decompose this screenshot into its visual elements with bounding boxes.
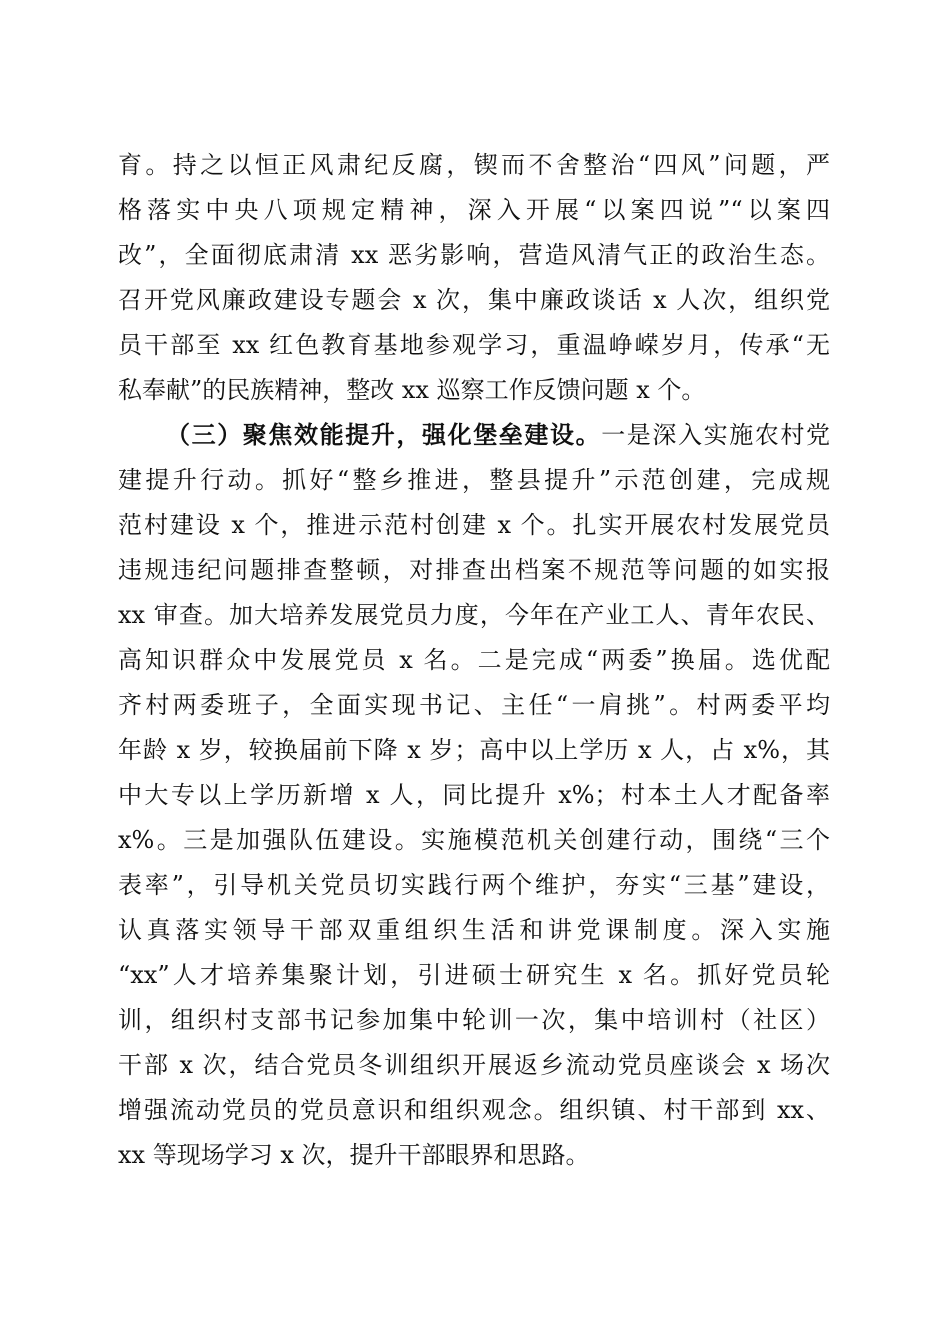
section-heading: （三）聚焦效能提升，强化堡垒建设。 bbox=[166, 420, 602, 449]
paragraph-line: xx 审查。加大培养发展党员力度，今年在产业工人、青年农民、 bbox=[118, 601, 830, 629]
paragraph-line: 范村建设 x 个，推进示范村创建 x 个。扎实开展农村发展党员 bbox=[118, 511, 830, 539]
paragraph-line: 中大专以上学历新增 x 人，同比提升 x%；村本土人才配备率 bbox=[118, 781, 830, 809]
paragraph-line: 年龄 x 岁，较换届前下降 x 岁；高中以上学历 x 人，占 x%，其 bbox=[118, 736, 830, 764]
paragraph-line: 认真落实领导干部双重组织生活和讲党课制度。深入实施 bbox=[118, 916, 830, 944]
paragraph-line: 私奉献”的民族精神，整改 xx 巡察工作反馈问题 x 个。 bbox=[118, 376, 706, 404]
paragraph-line: 建提升行动。抓好“整乡推进，整县提升”示范创建，完成规 bbox=[118, 466, 830, 494]
paragraph-line: 改”，全面彻底肃清 xx 恶劣影响，营造风清气正的政治生态。 bbox=[118, 241, 830, 269]
paragraph-line: x%。三是加强队伍建设。实施模范机关创建行动，围绕“三个 bbox=[118, 826, 830, 854]
paragraph-line: 员干部至 xx 红色教育基地参观学习，重温峥嵘岁月，传承“无 bbox=[118, 331, 830, 359]
paragraph-line: 齐村两委班子，全面实现书记、主任“一肩挑”。村两委平均 bbox=[118, 691, 830, 719]
paragraph-line: 训，组织村支部书记参加集中轮训一次，集中培训村（社区） bbox=[118, 1006, 830, 1034]
paragraph-line: 高知识群众中发展党员 x 名。二是完成“两委”换届。选优配 bbox=[118, 646, 830, 674]
paragraph-line: 干部 x 次，结合党员冬训组织开展返乡流动党员座谈会 x 场次 bbox=[118, 1051, 830, 1079]
paragraph-line: 召开党风廉政建设专题会 x 次，集中廉政谈话 x 人次，组织党 bbox=[118, 286, 830, 314]
paragraph-line: 表率”，引导机关党员切实践行两个维护，夯实“三基”建设， bbox=[118, 871, 830, 899]
paragraph-line: 育。持之以恒正风肃纪反腐，锲而不舍整治“四风”问题，严 bbox=[118, 151, 830, 179]
paragraph-line: xx 等现场学习 x 次，提升干部眼界和思路。 bbox=[118, 1141, 590, 1169]
paragraph-line: “xx”人才培养集聚计划，引进硕士研究生 x 名。抓好党员轮 bbox=[118, 961, 830, 989]
section-heading-rest: 一是深入实施农村党 bbox=[601, 421, 831, 449]
section-heading-line bbox=[166, 420, 830, 450]
paragraph-line: 增强流动党员的党员意识和组织观念。组织镇、村干部到 xx、 bbox=[118, 1096, 830, 1124]
paragraph-line: 违规违纪问题排查整顿，对排查出档案不规范等问题的如实报 bbox=[118, 556, 830, 584]
paragraph-line: 格落实中央八项规定精神，深入开展“以案四说”“以案四 bbox=[118, 196, 830, 224]
